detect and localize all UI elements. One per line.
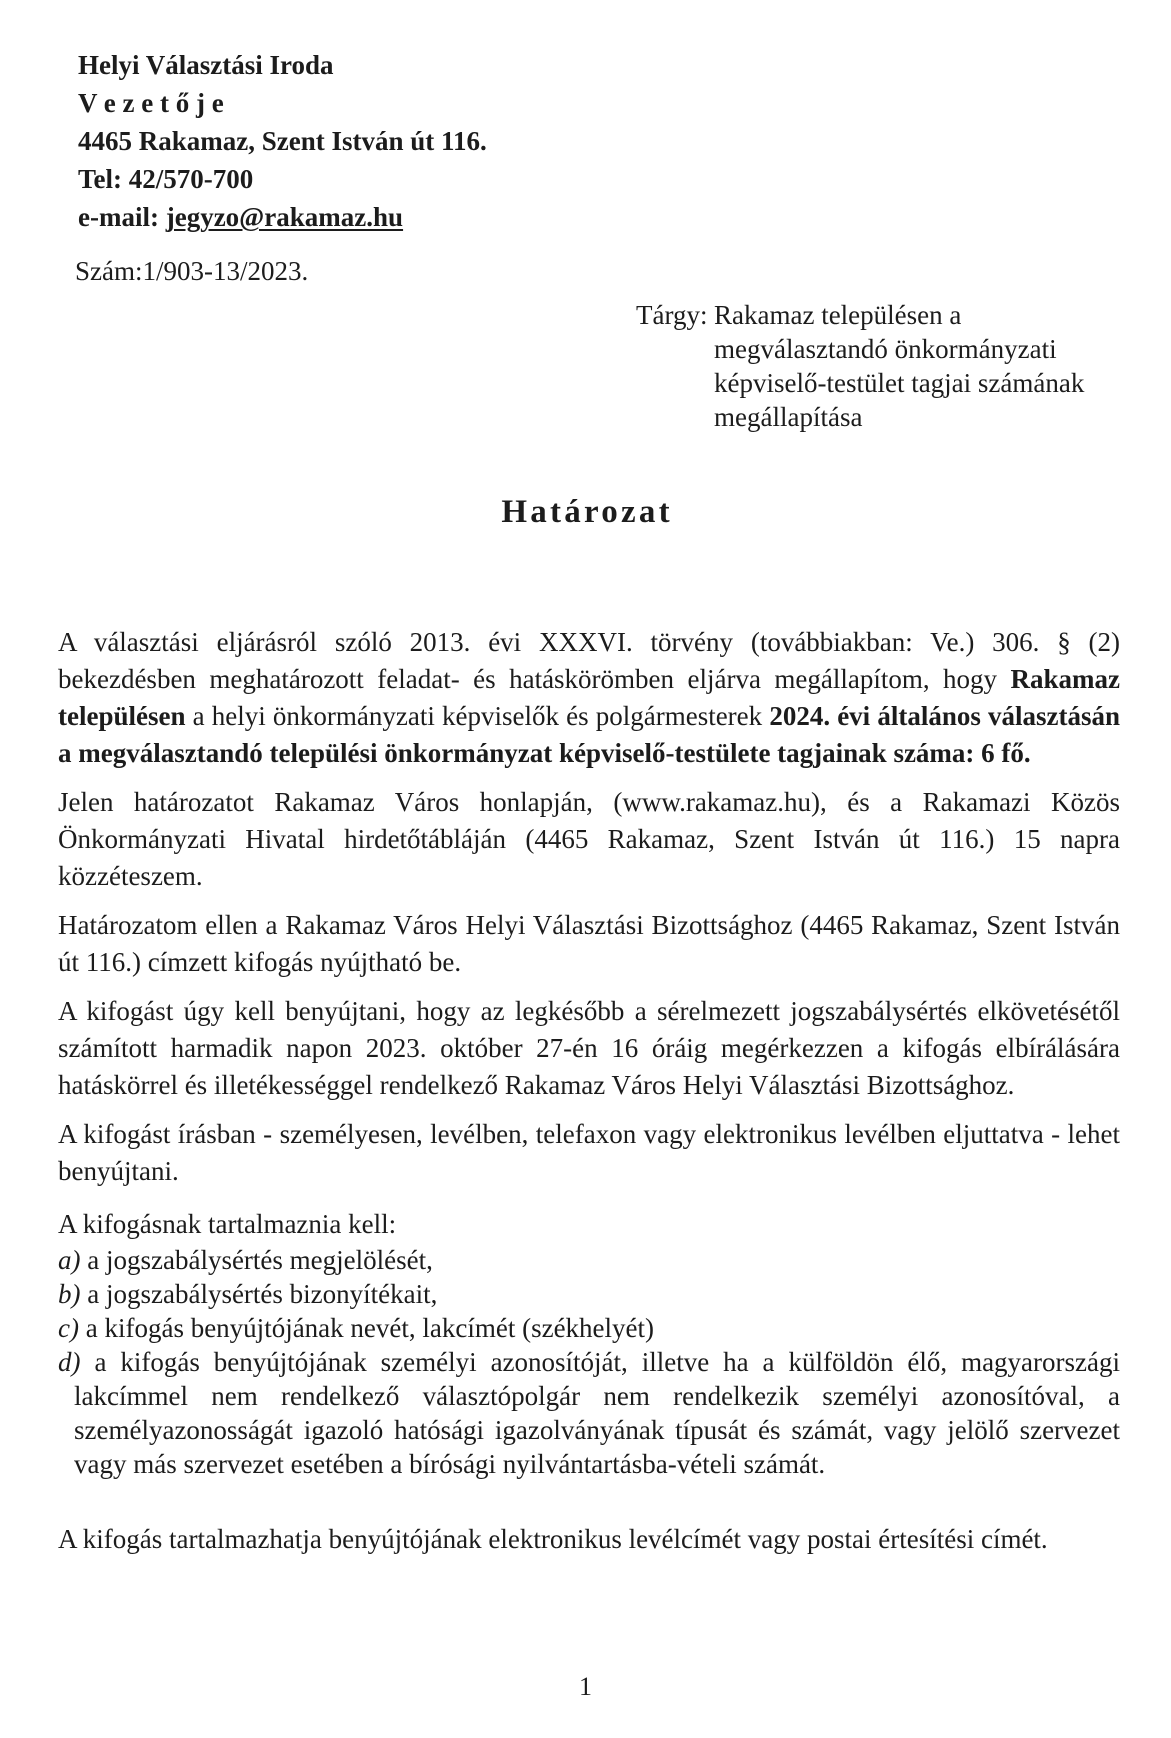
letterhead-email-label: e-mail: [78, 202, 166, 232]
reference-number: Szám:1/903-13/2023. [75, 256, 309, 286]
list-text-d: a kifogás benyújtójának személyi azonosítóját, illetve ha a külföldön élő, magyarországi lakcímmel nem rendelkező választópolgár nem rendelkezik személyi azonosítóval, a személyazonosságát igazoló hatósági igazolványának típusát és számát, vagy jelölő szervezet vagy más szervezet esetében a bírósági nyilvántartásba-vételi számát. [74, 1347, 1120, 1479]
paragraph-publication: Jelen határozatot Rakamaz Város honlapján, (www.rakamaz.hu), és a Rakamazi Közös Önkormányzati Hivatal hirdetőtábláján (4465 Rakamaz, Szent István út 116.) 15 napra közzéteszem. [58, 787, 1120, 891]
paragraph-decision [58, 624, 1120, 772]
subject-line-3: képviselő-testület tagjai számának [714, 368, 1085, 398]
paragraph-objection-form: A kifogást írásban - személyesen, levélben, telefaxon vagy elektronikus levélben eljuttatva - lehet benyújtani. [58, 1119, 1120, 1186]
list-marker-a: a) [58, 1245, 81, 1275]
letterhead-role: V e z e t ő j e [78, 88, 224, 118]
letterhead [78, 46, 487, 236]
document-body [58, 624, 1120, 1558]
list-text-b: a jogszabálysértés bizonyítékait, [87, 1279, 438, 1309]
list-text-c: a kifogás benyújtójának nevét, lakcímét (székhelyét) [85, 1313, 655, 1343]
decision-text-2: a helyi önkormányzati képviselők és polgármesterek [185, 701, 770, 731]
list-item-c [58, 1311, 1120, 1345]
paragraph-objection-target: Határozatom ellen a Rakamaz Város Helyi Választási Bizottsághoz (4465 Rakamaz, Szent István út 116.) címzett kifogás nyújtható be. [58, 910, 1120, 977]
page-number: 1 [579, 1672, 592, 1701]
document-title: H a t á r o z a t [501, 494, 670, 530]
paragraph-objection-deadline: A kifogást úgy kell benyújtani, hogy az legkésőbb a sérelmezett jogszabálysértés elkövetésétől számított harmadik napon 2023. október 27-én 16 óráig megérkezzen a kifogás elbírálására hatáskörrel és illetékességgel rendelkező Rakamaz Város Helyi Választási Bizottsághoz. [58, 996, 1120, 1100]
letterhead-email-line [78, 198, 487, 236]
decision-text-1: A választási eljárásról szóló 2013. évi XXXVI. törvény (továbbiakban: Ve.) 306. § (2) bekezdésben meghatározott feladat- és hatáskörömben eljárva megállapítom, hogy [58, 627, 1120, 694]
list-marker-d: d) [58, 1347, 81, 1377]
paragraph-closing: A kifogás tartalmazhatja benyújtójának elektronikus levélcímét vagy postai értesítési címét. [58, 1524, 1048, 1554]
decision-bold-2: 2024. évi általános választásán a megválasztandó települési önkormányzat képviselő-testülete tagjainak száma: 6 fő. [58, 701, 1120, 768]
subject-line-1: Rakamaz településen a [714, 300, 962, 330]
subject-block [636, 298, 1116, 434]
list-marker-b: b) [58, 1279, 81, 1309]
list-item-b [58, 1277, 1120, 1311]
list-intro: A kifogásnak tartalmaznia kell: [58, 1209, 397, 1239]
subject-line-2: megválasztandó önkormányzati [714, 334, 1057, 364]
letterhead-email-address: jegyzo@rakamaz.hu [165, 202, 404, 232]
list-text-a: a jogszabálysértés megjelölését, [87, 1245, 433, 1275]
subject-line-4: megállapítása [714, 402, 863, 432]
letterhead-address: 4465 Rakamaz, Szent István út 116. [78, 126, 487, 156]
list-item-a [58, 1243, 1120, 1277]
list-marker-c: c) [58, 1313, 79, 1343]
decision-bold-1: Rakamaz településen [58, 664, 1120, 731]
subject-label: Tárgy: [636, 300, 708, 330]
letterhead-phone: Tel: 42/570-700 [78, 164, 254, 194]
list-item-d [58, 1345, 1120, 1481]
letterhead-office: Helyi Választási Iroda [78, 50, 334, 80]
